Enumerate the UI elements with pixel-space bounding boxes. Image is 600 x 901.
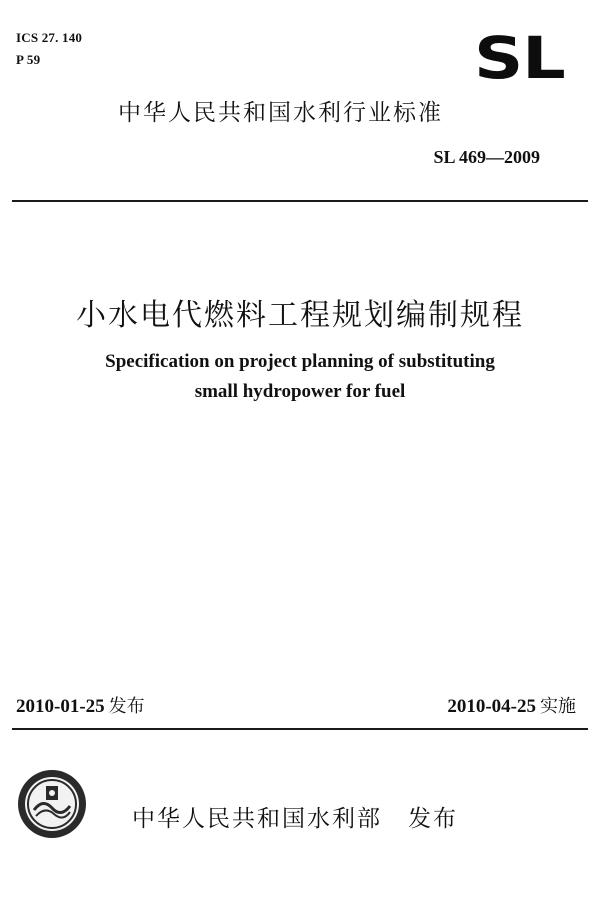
classification-code: P 59	[16, 52, 41, 67]
publisher-line	[132, 800, 458, 833]
title-english-line-2: small hydropower for fuel	[194, 381, 406, 402]
top-divider	[12, 200, 588, 202]
issue-date-line	[16, 692, 145, 718]
publisher-action: 发布	[408, 806, 458, 832]
title-english-line-1: Specification on project planning of substituting	[105, 351, 495, 372]
standard-category: 中华人民共和国水利行业标准	[118, 100, 443, 126]
effective-date: 2010-04-25	[447, 696, 536, 717]
issue-date: 2010-01-25	[16, 696, 105, 717]
title-chinese: 小水电代燃料工程规划编制规程	[76, 298, 524, 333]
title-english	[0, 347, 600, 407]
ministry-seal-icon	[16, 768, 88, 840]
effective-date-line	[447, 692, 576, 718]
ics-code: ICS 27. 140	[16, 30, 83, 45]
effective-label: 实施	[540, 696, 576, 717]
publisher-name: 中华人民共和国水利部	[132, 806, 382, 832]
issue-label: 发布	[108, 696, 145, 717]
standard-number: SL 469—2009	[433, 147, 540, 167]
bottom-divider	[12, 728, 588, 730]
sl-logo: SL	[474, 24, 565, 92]
